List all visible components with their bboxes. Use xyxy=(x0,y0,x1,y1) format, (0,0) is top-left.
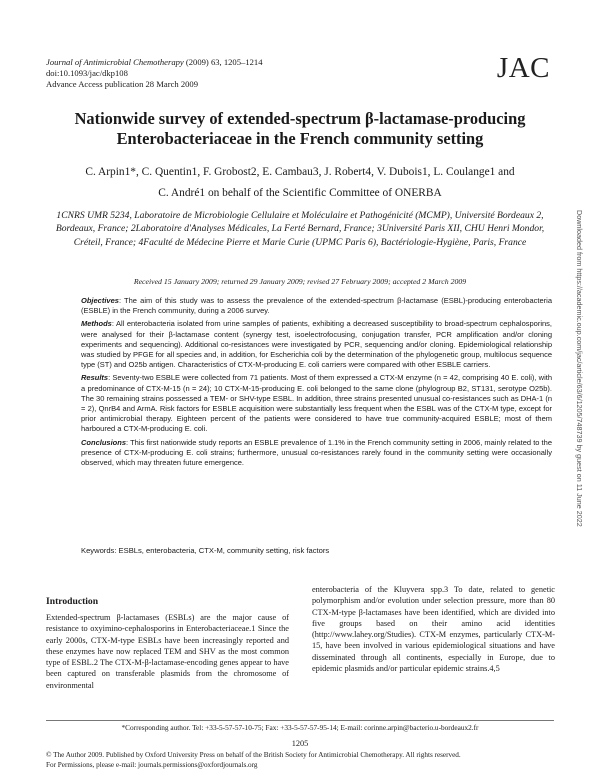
journal-name: Journal of Antimicrobial Chemotherapy xyxy=(46,57,184,67)
conclusions-label: Conclusions xyxy=(81,437,127,447)
abstract-methods xyxy=(81,319,552,370)
abstract-results xyxy=(81,373,552,434)
methods-label: Methods xyxy=(81,319,112,329)
conclusions-text: : This first nationwide study reports an ESBLE prevalence of 1.1% in the French community setting in 2006, mainly related to the presence of CTX-M-producing E. coli strains; furthermore, unusual co-resistances rarely found in the community setting were occasionally observed, which may threaten future emergence. xyxy=(81,437,552,468)
abstract-conclusions xyxy=(81,438,552,469)
doi[interactable]: doi:10.1093/jac/dkp108 xyxy=(46,68,128,78)
received-dates: Received 15 January 2009; returned 29 January 2009; revised 27 February 2009; accepted 2 March 2009 xyxy=(133,277,467,286)
results-label: Results xyxy=(81,373,109,383)
abstract xyxy=(81,296,552,471)
jac-logo: JAC xyxy=(496,52,550,84)
authors-line-2: C. André1 on behalf of the Scientific Committee of ONERBA xyxy=(158,187,442,199)
keywords: Keywords: ESBLs, enterobacteria, CTX-M, community setting, risk factors xyxy=(81,546,330,555)
journal-citation: (2009) 63, 1205–1214 xyxy=(183,57,263,67)
article-title: Nationwide survey of extended-spectrum β-lactamase-producing Enterobacteriaceae in the French community setting xyxy=(74,109,526,148)
page-number: 1205 xyxy=(291,739,309,748)
authors-line-1: C. Arpin1*, C. Quentin1, F. Grobost2, E. Cambau3, J. Robert4, V. Dubois1, L. Coulange1 and xyxy=(85,166,515,178)
journal-meta xyxy=(46,57,263,90)
authors xyxy=(40,162,560,204)
download-side-note: Downloaded from https://academic.oup.com/jac/article/63/6/1205/748739 by guest on 11 June 2022 xyxy=(575,210,584,527)
corresponding-author-footnote: *Corresponding author. Tel: +33-5-57-57-10-75; Fax: +33-5-57-57-95-14; E-mail: corinne.arpin@bacterio.u-bordeaux2.fr xyxy=(121,723,479,732)
results-text: : Seventy-two ESBLE were collected from 71 patients. Most of them expressed a CTX-M enzyme (n = 42, comprising 40 E. coli), with a predominance of CTX-M-15 (n = 24); 10 CTX-M-15-producing E. coli belonged to the same clone (phylogroup B2, ST131, serotype O25b). The 30 remaining strains possessed a TEM- or SHV-type ESBL. In addition, three strains presented unusual co-resistances such as DHA-1 (n = 2), QnrB4 and ArmA. Risk factors for ESBLE acquisition were substantially less frequent when the ESBL was of the CTX-M type, except for prior antimicrobial therapy. Eighteen percent of the patients were considered to have true community-acquired ESBLE; most of them harboured a CTX-M-producing E. coli. xyxy=(81,373,552,434)
intro-heading: Introduction xyxy=(46,596,99,607)
objectives-text: : The aim of this study was to assess the prevalence of the extended-spectrum β-lactamase (ESBL)-producing enterobacteria (ESBLE) in the French community, during a 2006 survey. xyxy=(81,296,552,316)
objectives-label: Objectives xyxy=(81,296,119,305)
copyright-line-1: © The Author 2009. Published by Oxford University Press on behalf of the British Society for Antimicrobial Chemotherapy. All rights reserved. xyxy=(46,751,461,759)
advance-access: Advance Access publication 28 March 2009 xyxy=(46,79,199,89)
affiliations: 1CNRS UMR 5234, Laboratoire de Microbiologie Cellulaire et Moléculaire et Pathogénicité (MCMP), Université Bordeaux 2, Bordeaux, France; 2Laboratoire d'Analyses Médicales, La Ferté Bernard, France; 3Université Paris XII, CHU Henri Mondor, Créteil, France; 4Faculté de Médecine Pierre et Marie Curie (UPMC Paris 6), Bactériologie-Hygiène, Paris, France xyxy=(55,210,545,248)
copyright xyxy=(46,751,566,770)
footnote-divider xyxy=(46,720,554,721)
intro-right-column: enterobacteria of the Kluyvera spp.3 To date, related to genetic polymorphism and/or evolution under selection pressure, more than 80 CTX-M-type β-lactamases have been identified, which are divided into five groups based on their amino acid identities (http://www.lahey.org/Studies). CTX-M enzymes, particularly CTX-M-15, have been involved in various epidemiological situations and have disseminated through all continents, especially in Europe, due to epidemic plasmids and/or particular epidemic strains.4,5 xyxy=(312,585,555,674)
intro-left-column: Extended-spectrum β-lactamases (ESBLs) are the major cause of resistance to oxyimino-cephalosporins in Enterobacteriaceae.1 Since the early 2000s, CTX-M-type ESBLs have been increasingly reported and these enzymes have now replaced TEM and SHV as the most common type of ESBL.2 The CTX-M-β-lactamase-encoding genes appear to have been captured on transferable plasmids from the chromosome of environmental xyxy=(46,613,289,690)
copyright-line-2: For Permissions, please e-mail: journals.permissions@oxfordjournals.org xyxy=(46,760,258,769)
methods-text: : All enterobacteria isolated from urine samples of patients, exhibiting a decreased susceptibility to broad-spectrum cephalosporins, were analysed for their β-lactamase content (synergy test, isoelectrofocusing, conjugation transfer, PCR amplification and/or cloning experiments and sequencing). Additional co-resistances were investigated by PCR, sequencing and/or cloning. Epidemiological relationship was studied by PFGE for all species and, in addition, for Escherichia coli by the determination of the phylogenetic group, multilocus sequence type (ST) and O25b antigen. Characteristics of CTX-M-producing E. coli carriers were compared with other ESBLE carriers. xyxy=(81,319,552,370)
abstract-objectives xyxy=(81,296,552,316)
